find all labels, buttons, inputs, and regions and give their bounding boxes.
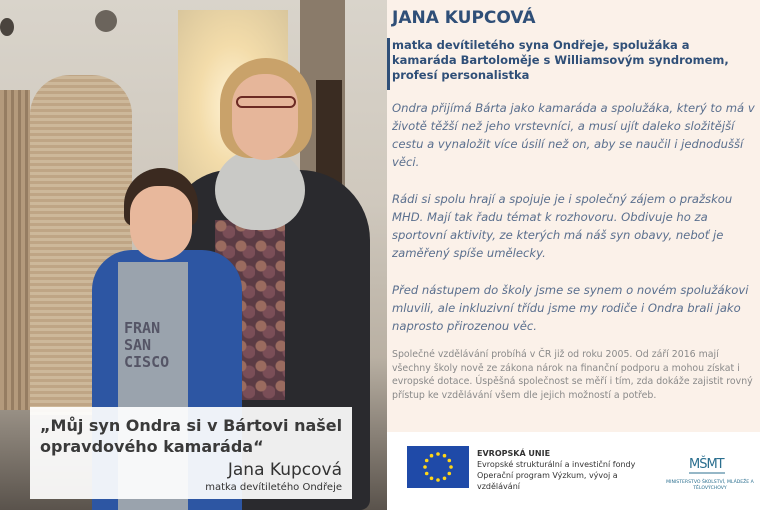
eu-flag-icon [407,446,469,488]
woman-scarf [215,150,305,230]
quote-box [30,407,352,499]
info-note: Společné vzdělávání probíhá v ČR již od roku 2005. Od září 2016 mají všechny školy nově ze zákona nárok na finanční podporu a mohou získat i evropské dotace. Úspěšná společnost se měří i tím, zda dokáže zajistit rovný přístup ke vzdělávání všem dle jejich možností a potřeb. [392,349,753,401]
eu-program-line: Operační program Výzkum, vývoj a vzdělávání [477,471,618,491]
quote-author-role: matka devítiletého Ondřeje [205,482,342,493]
quote-author-name: Jana Kupcová [227,460,342,480]
woman-face [232,74,298,160]
eu-funds-line: Evropské strukturální a investiční fondy [477,460,636,469]
msmt-logo-letters: MŠMT [689,457,724,472]
eu-funding-text [477,448,657,492]
person-name: JANA KUPCOVÁ [392,8,536,28]
glasses [236,96,296,108]
text-panel [387,0,760,432]
msmt-logo-icon [687,444,727,478]
accent-bar [387,38,390,90]
quote-text: „Můj syn Ondra si v Bártovi našel opravdového kamaráda“ [40,416,343,456]
boy-face [130,186,192,260]
person-description: matka devítiletého syna Ondřeje, spolužáka a kamaráda Bartoloměje s Williamsovým syndromem, profesí personalistka [392,38,729,82]
paragraph-1: Ondra přijímá Bárta jako kamaráda a spolužáka, který to má v životě těžší než jeho vrstevníci, a musí ujít daleko složitější cestu a vynaložit více úsilí než on, aby se naučil i jednodušší věci. [392,101,755,169]
wall-lamp [95,10,117,32]
eu-title: EVROPSKÁ UNIE [477,449,551,458]
msmt-text: MINISTERSTVO ŠKOLSTVÍ, MLÁDEŽE A TĚLOVÝCHOVY [666,480,754,491]
sponsor-footer [387,432,760,510]
shirt-print: FRAN SAN CISCO [124,319,170,371]
paragraph-2: Rádi si spolu hrají a spojuje je i společný zájem o pražskou MHD. Mají tak řadu témat k rozhovoru. Obdivuje ho za sportovní aktivity, ze kterých má náš syn obavy, neboť je zaměřený spíše umělecky. [392,192,733,260]
folding-screen-left [0,90,30,410]
wall-lamp-left [0,18,14,36]
paragraph-3: Před nástupem do školy jsme se synem o novém spolužákovi mluvili, ale inkluzivní třídu jsme my rodiče i Ondra brali jako naprosto přirozenou věc. [392,283,749,333]
